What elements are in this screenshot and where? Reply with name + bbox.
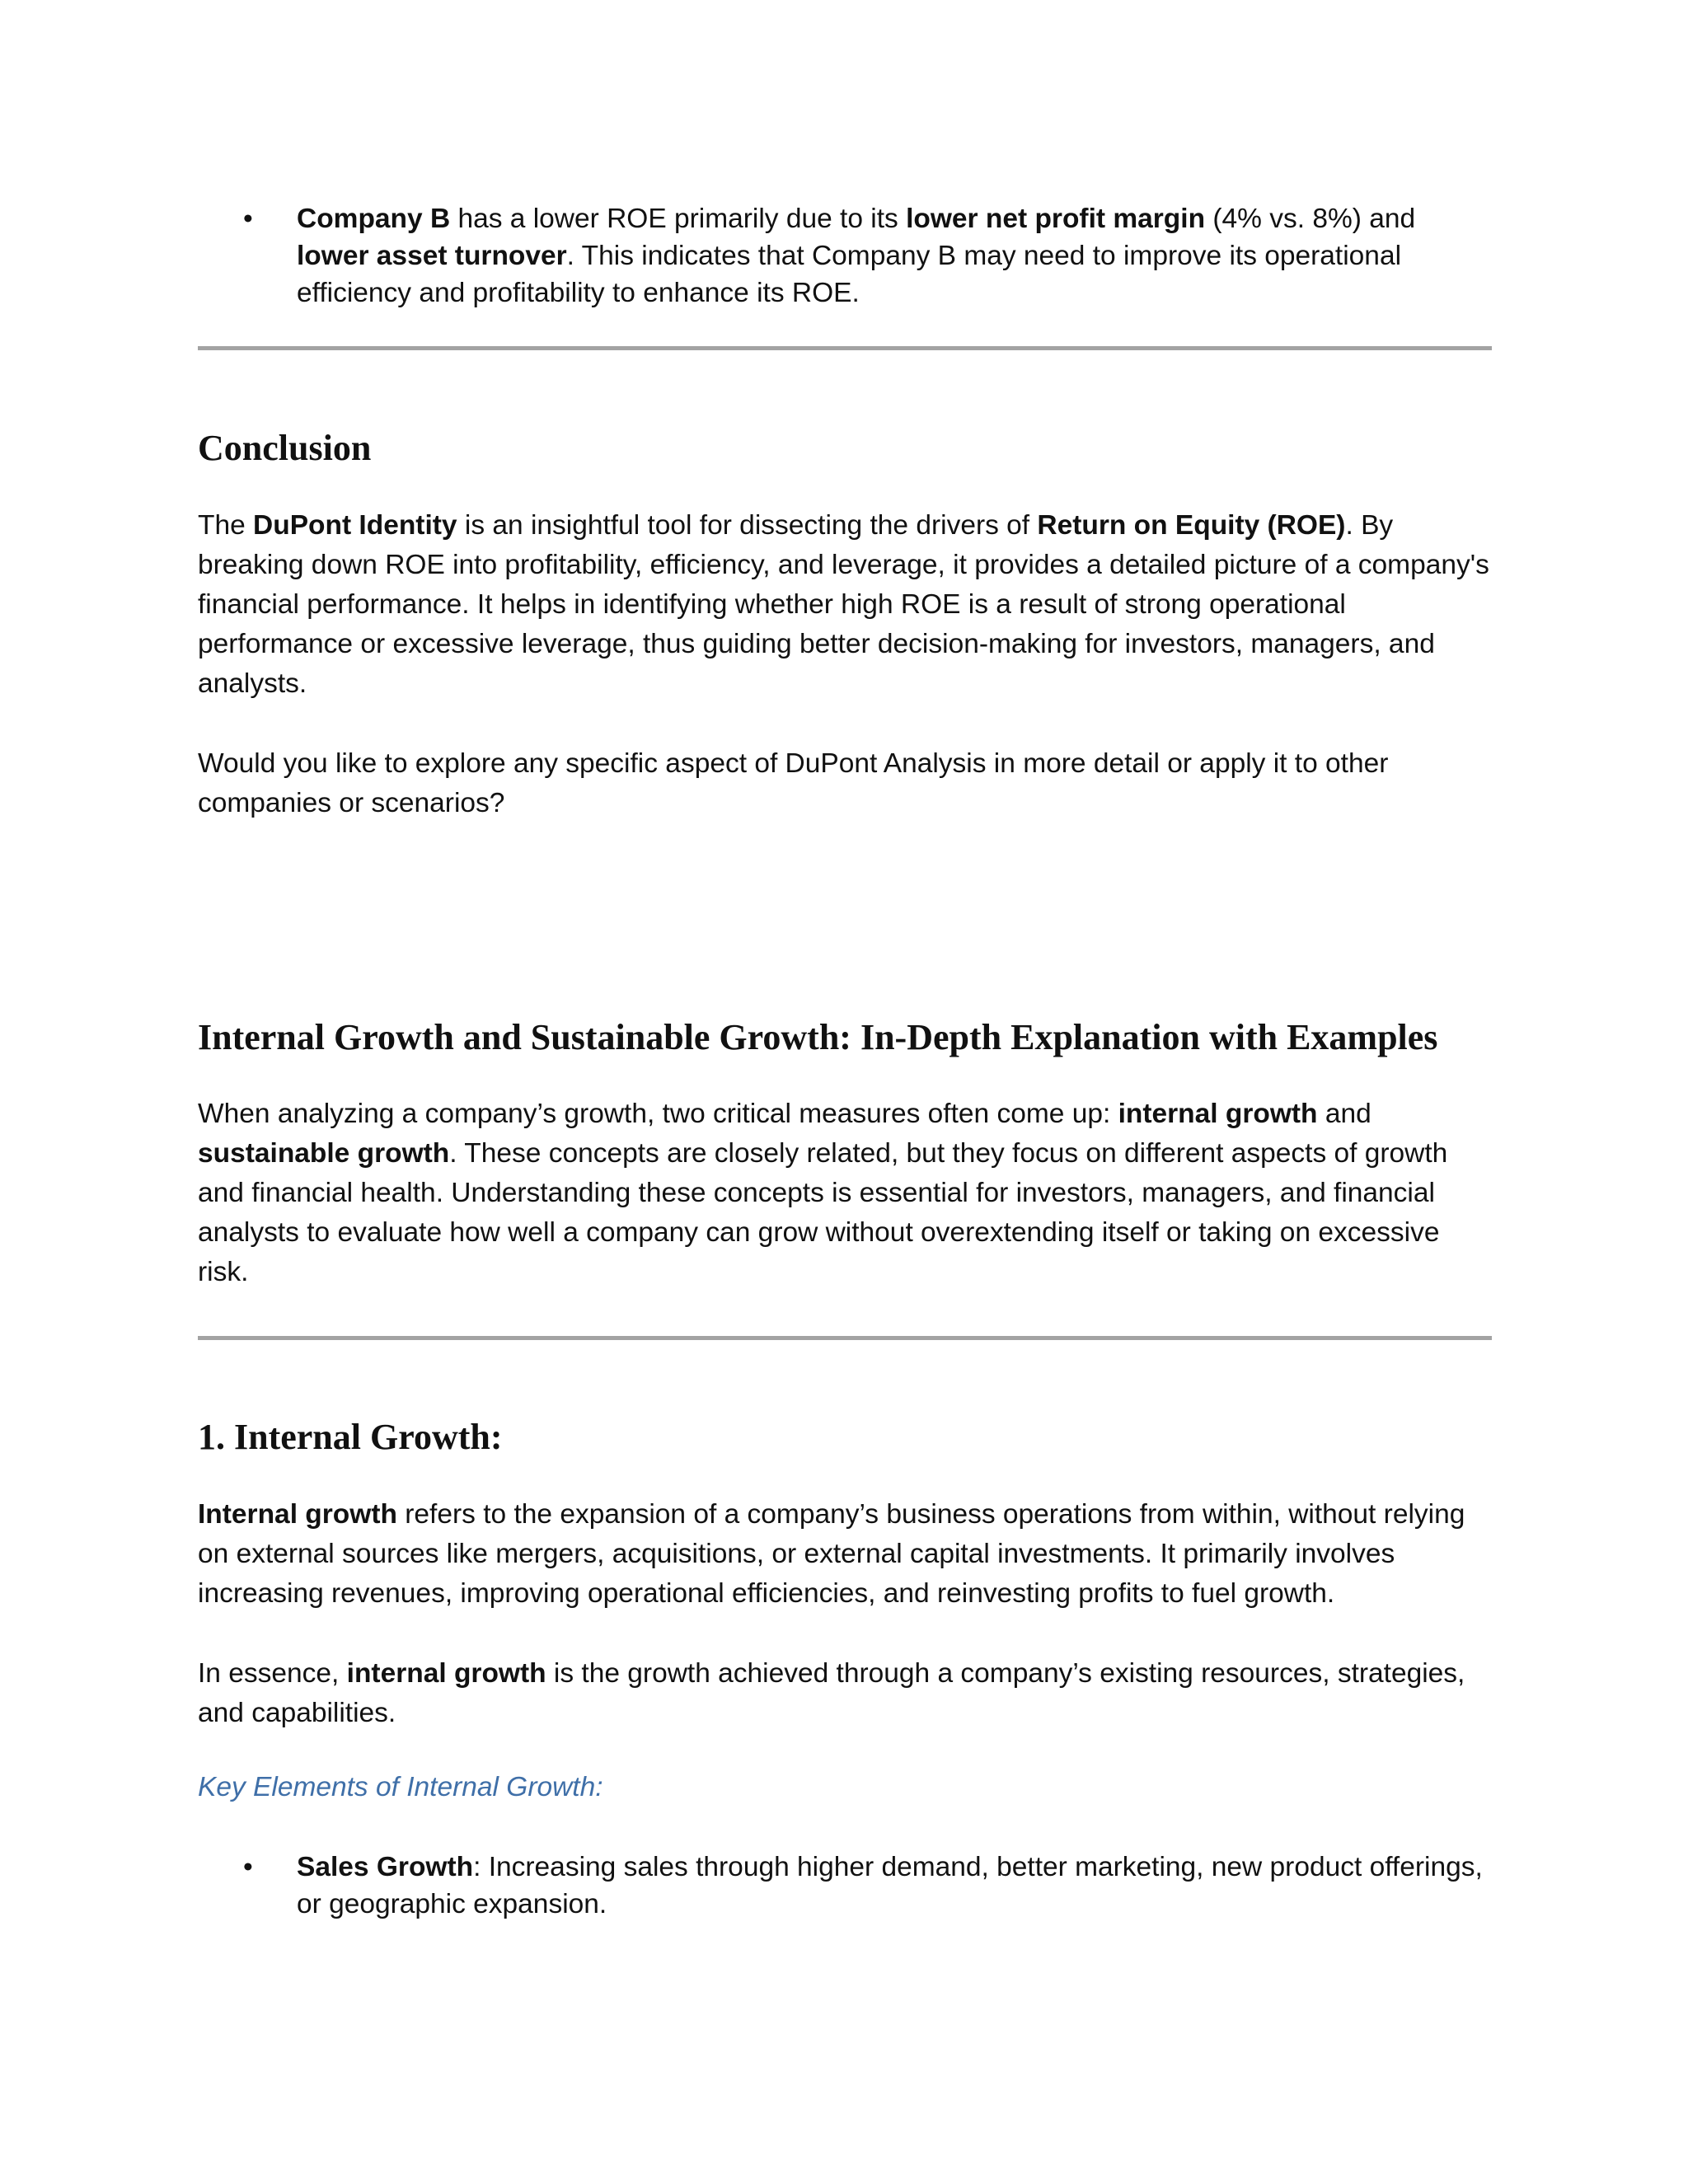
growth-section-heading: Internal Growth and Sustainable Growth: In-Depth Explanation with Examples xyxy=(198,1017,1438,1057)
text-run: and xyxy=(1317,1099,1372,1129)
horizontal-divider xyxy=(198,1336,1492,1340)
key-elements-subheading: Key Elements of Internal Growth: xyxy=(198,1772,603,1802)
list-item-text xyxy=(297,1849,1492,1923)
text-run: (4% vs. 8%) and xyxy=(1205,204,1416,234)
text-run: The xyxy=(198,510,254,541)
paragraph-text xyxy=(198,1495,1492,1614)
horizontal-divider xyxy=(198,346,1492,350)
bold-text: lower net profit margin xyxy=(906,204,1206,234)
paragraph-text: Would you like to explore any specific aspect of DuPont Analysis in more detail or apply it to other companies or scenarios? xyxy=(198,748,1389,818)
bold-text: internal growth xyxy=(1118,1099,1318,1129)
text-run: In essence, xyxy=(198,1658,347,1689)
bold-text: Internal growth xyxy=(198,1499,397,1530)
conclusion-paragraph-1 xyxy=(198,506,1492,704)
bold-text: Company B xyxy=(297,204,451,234)
internal-growth-paragraph-2 xyxy=(198,1654,1492,1733)
text-run: is the growth achieved through a company’s existing resources, strategies, and capabilities. xyxy=(198,1658,1465,1728)
bullet-icon: • xyxy=(243,1852,253,1882)
bold-text: sustainable growth xyxy=(198,1138,450,1169)
list-item-text xyxy=(297,200,1492,312)
text-run: : Increasing sales through higher demand, better marketing, new product offerings, or geographic expansion. xyxy=(297,1852,1483,1919)
conclusion-paragraph-2 xyxy=(198,744,1492,823)
bold-text: Sales Growth xyxy=(297,1852,474,1882)
text-run: . This indicates that Company B may need to improve its operational efficiency and profitability to enhance its ROE. xyxy=(297,241,1402,308)
internal-growth-heading: 1. Internal Growth: xyxy=(198,1417,503,1457)
text-run: When analyzing a company’s growth, two critical measures often come up: xyxy=(198,1099,1118,1129)
text-run: is an insightful tool for dissecting the drivers of xyxy=(457,510,1038,541)
text-run: refers to the expansion of a company’s business operations from within, without relying on external sources like mergers, acquisitions, or external capital investments. It primarily involves increasing revenues, improving operational efficiencies, and reinvesting profits to fuel growth. xyxy=(198,1499,1465,1609)
text-run: has a lower ROE primarily due to its xyxy=(450,204,907,234)
bold-text: lower asset turnover xyxy=(297,241,567,271)
paragraph-text xyxy=(198,1094,1492,1292)
bold-text: DuPont Identity xyxy=(253,510,457,541)
paragraph-text xyxy=(198,1654,1492,1733)
paragraph-text xyxy=(198,506,1492,704)
list-item-company-b xyxy=(198,200,1492,312)
bold-text: internal growth xyxy=(346,1658,546,1689)
bold-text: Return on Equity (ROE) xyxy=(1037,510,1346,541)
bullet-icon: • xyxy=(243,204,253,234)
internal-growth-paragraph-1 xyxy=(198,1495,1492,1614)
text-run: . These concepts are closely related, but they focus on different aspects of growth and financial health. Understanding these concepts is essential for investors, managers, and financial analysts to evaluate how well a company can grow without overextending itself or taking on excessive risk. xyxy=(198,1138,1448,1287)
growth-section-paragraph xyxy=(198,1094,1492,1292)
list-item-sales-growth xyxy=(198,1849,1492,1923)
text-run: . By breaking down ROE into profitability, efficiency, and leverage, it provides a detailed picture of a company's financial performance. It helps in identifying whether high ROE is a result of strong operational performance or excessive leverage, thus guiding better decision-making for investors, managers, and analysts. xyxy=(198,510,1489,699)
conclusion-heading: Conclusion xyxy=(198,428,372,468)
